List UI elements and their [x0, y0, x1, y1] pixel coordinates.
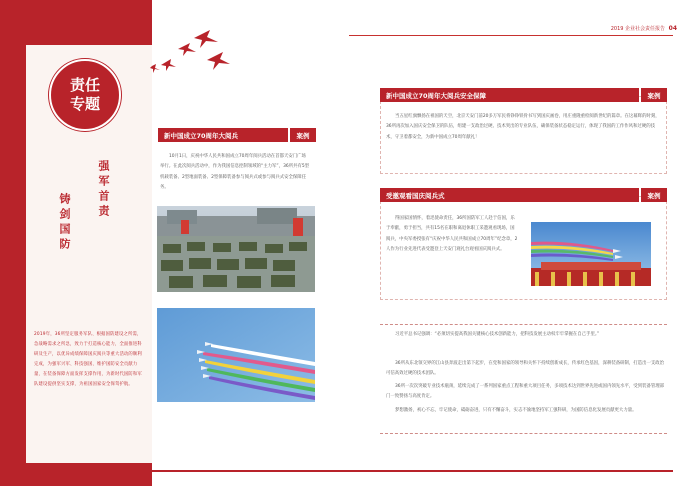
sidebar-paragraph: 2019年，36所坚定服务军队、根据国防建设之所需，急战略需求之所急，致力于打造核心能力，全面推进科研及生产，以优异成绩保障国庆阅兵等重大活动的顺利完成，为强军兴军、科技强国、维护国防安全贡献力量，在装备保障方面发挥支撑作用，为新时代国防和军队建设提供坚实支撑，为祖国国家安全保驾护航。 [34, 332, 142, 387]
case3-title: 受邀观看国庆阅兵式 [380, 188, 639, 202]
right-page-number: 04 [668, 25, 677, 32]
case3-text: 得国家国情怀，着迅使命责任，36所国防军工人赴于信国，乐于奉献，勇于担当，共有15名在职和离退休职工采邀观看现场，国阅兵，中央军委授张有“庆祝中华人民共和国成立70周年”纪念章，2人作为行业先进代表受邀登上天安门观礼台观看国庆阅兵式。 [386, 216, 518, 252]
aerobatic-jets-photo [157, 308, 315, 402]
case2-text: 当五星红旗飘扬在祖国的天空，北京天安门前20多万军民将铮铮铁骨书写到国庆画卷，用庄重隆重检阅新世纪的篇章。在这幕辉的时刻，36所再次加入国庆安全保卫的队伍，组建一支政治过硬、技术突出的专业队伍，确保装备状态稳定运行，体现了我国的工作作风和过硬的技术，守卫着都安全，为新中国成立70周年献礼！ [386, 114, 660, 140]
bottom-paragraph-3: 36所一次次突破专业技术瓶颈，延续完成了一系列国家重点工程和重大项目任务，多项技术达到世界先进或国内领先水平，受到装备管理部门一致赞扬与高度肯定。 [386, 384, 665, 400]
vertical-slogan-1: 强军首责 [97, 160, 110, 220]
tiananmen-flyover-photo [531, 222, 651, 286]
bottom-paragraph-4: 梦想激扬，初心不忘，牢记使命，砥砺奋进，只有不懈奋斗，实志不渝地坚持军工强科研，为国防信息化发展贡献更大力量。 [395, 408, 637, 413]
case1-tag: 案例 [290, 128, 316, 142]
case2-header [380, 88, 667, 102]
case1-header [158, 128, 316, 142]
bottom-paragraph-2: 36所从东北领交界的江山县奔波走出第下起步，在党和国家的领导和关怀下持续创新成长，传承红色基因，深耕装备研制，打造出一支政治可信高效过硬的技术团队。 [386, 361, 665, 377]
topic-badge-text: 责任专题 [69, 76, 100, 113]
parade-vehicles-photo [157, 206, 315, 292]
case1-title: 新中国成立70周年大阅兵 [158, 128, 288, 142]
bottom-paragraph-1: 习近平总书记强调：“必须切实提高我国关键核心技术创新能力，把科技发展主动权牢牢掌握在自己手里。” [395, 332, 600, 337]
flying-birds-icon [150, 28, 248, 88]
case3-tag: 案例 [641, 188, 667, 202]
case2-tag: 案例 [641, 88, 667, 102]
bottom-divider-bottom [380, 433, 667, 434]
vertical-slogan-2: 铸剑国防 [58, 193, 71, 253]
bottom-divider-top [380, 324, 667, 325]
topic-badge [49, 59, 121, 131]
case1-text: 10月1日，庆祝中华人民共和国成立70周年阅兵活动在首都天安门广场举行。在此次阅兵活动中，作为我国信息控制领域的“主力军”，36所共有5型机载装备、2型地面装备、2型保障装备参与阅兵式或参与阅兵式安全保障任务。 [160, 154, 310, 190]
header-rule-right [349, 35, 673, 36]
right-header-title: 2019 企业社会责任报告 [610, 26, 666, 32]
footer-bar [26, 470, 673, 472]
header-right [611, 25, 677, 32]
case3-header [380, 188, 667, 202]
case2-title: 新中国成立70周年大阅兵安全保障 [380, 88, 639, 102]
